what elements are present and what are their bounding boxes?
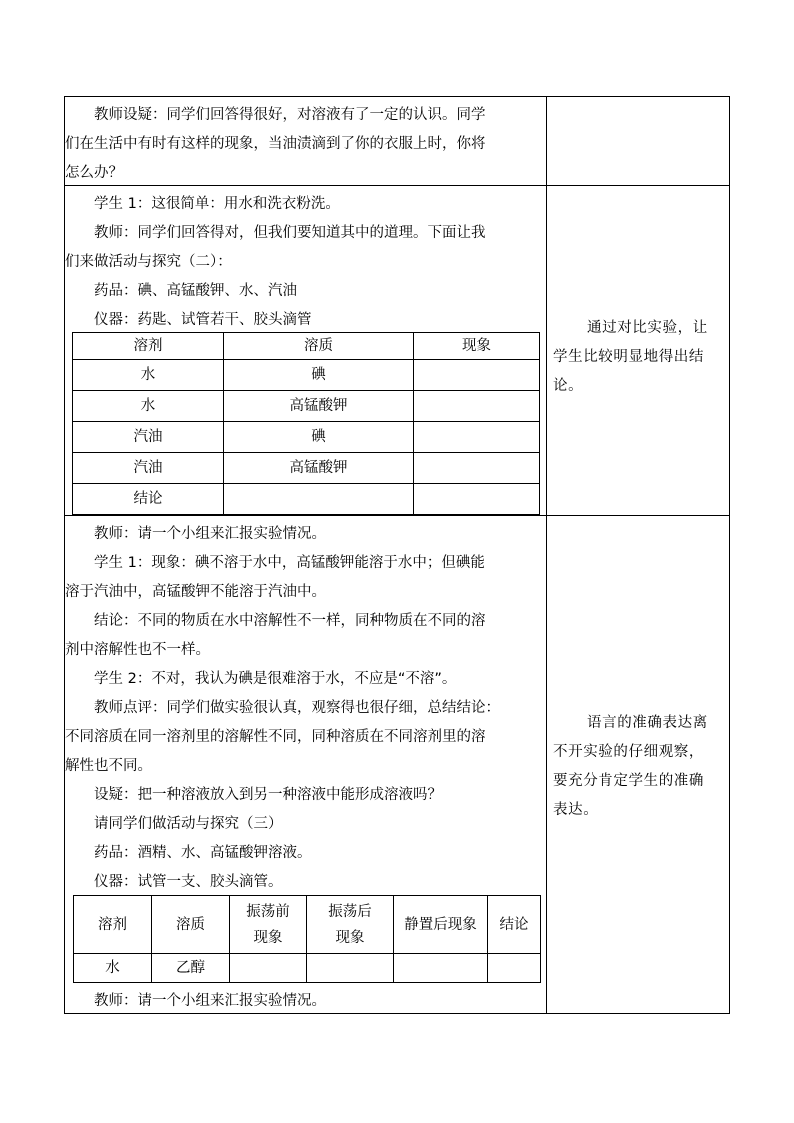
table-cell: 碘 bbox=[224, 360, 414, 391]
section3-line: 溶于汽油中，高锰酸钾不能溶于汽油中。 bbox=[65, 584, 326, 600]
table-cell bbox=[307, 954, 394, 983]
mixing-table bbox=[73, 895, 541, 983]
table-header: 结论 bbox=[488, 896, 541, 954]
table-header: 溶剂 bbox=[73, 333, 224, 360]
section3-line: 教师点评：同学们做实验很认真，观察得也很仔细，总结结论： bbox=[94, 700, 500, 716]
section3-line: 解性也不同。 bbox=[65, 758, 152, 774]
table-cell: 结论 bbox=[73, 484, 224, 515]
section3-last-line: 教师：请一个小组来汇报实验情况。 bbox=[94, 993, 326, 1009]
section3-line: 药品：酒精、水、高锰酸钾溶液。 bbox=[94, 845, 312, 861]
table-cell: 碘 bbox=[224, 422, 414, 453]
table-header: 现象 bbox=[414, 333, 540, 360]
note-line: 通过对比实验，让 bbox=[587, 320, 708, 336]
section1-line: 们在生活中有时有这样的现象，当油渍滴到了你的衣服上时，你将 bbox=[65, 136, 486, 152]
table-header bbox=[307, 896, 394, 954]
section1-main-cell bbox=[65, 97, 546, 185]
lesson-plan-table bbox=[64, 96, 730, 1014]
note-line: 语言的准确表达离 bbox=[587, 715, 708, 731]
table-cell bbox=[414, 453, 540, 484]
section3-line: 学生 1：现象：碘不溶于水中，高锰酸钾能溶于水中；但碘能 bbox=[94, 555, 485, 571]
table-cell bbox=[394, 954, 488, 983]
section3-line: 设疑：把一种溶液放入到另一种溶液中能形成溶液吗？ bbox=[94, 787, 442, 803]
section2-line: 药品：碘、高锰酸钾、水、汽油 bbox=[94, 283, 297, 299]
table-header bbox=[230, 896, 307, 954]
section2-line: 学生 1：这很简单：用水和洗衣粉洗。 bbox=[94, 196, 340, 212]
section3-line: 结论：不同的物质在水中溶解性不一样，同种物质在不同的溶 bbox=[94, 613, 486, 629]
table-cell: 汽油 bbox=[73, 422, 224, 453]
table-cell: 水 bbox=[73, 360, 224, 391]
table-header: 溶质 bbox=[224, 333, 414, 360]
section3-note-cell bbox=[547, 516, 729, 1013]
table-cell bbox=[414, 484, 540, 515]
section2-line: 们来做活动与探究（二）： bbox=[65, 254, 232, 270]
note-line: 不开实验的仔细观察， bbox=[553, 744, 704, 760]
section2-line: 教师：同学们回答得对，但我们要知道其中的道理。下面让我 bbox=[94, 225, 486, 241]
header-line: 现象 bbox=[253, 929, 283, 946]
table-cell: 高锰酸钾 bbox=[224, 453, 414, 484]
table-cell bbox=[488, 954, 541, 983]
section3-line: 学生 2：不对，我认为碘是很难溶于水，不应是“不溶”。 bbox=[94, 671, 457, 687]
table-cell bbox=[414, 391, 540, 422]
solubility-table bbox=[72, 332, 540, 515]
table-header: 溶质 bbox=[152, 896, 230, 954]
table-cell: 水 bbox=[74, 954, 152, 983]
section1-line: 怎么办？ bbox=[65, 165, 123, 181]
table-cell: 乙醇 bbox=[152, 954, 230, 983]
note-line: 表达。 bbox=[553, 802, 599, 818]
section1-line: 教师设疑：同学们回答得很好，对溶液有了一定的认识。同学 bbox=[94, 107, 486, 123]
table-header: 静置后现象 bbox=[394, 896, 488, 954]
table-cell: 水 bbox=[73, 391, 224, 422]
section3-main-cell bbox=[65, 516, 546, 1013]
table-cell bbox=[414, 360, 540, 391]
section3-line: 教师：请一个小组来汇报实验情况。 bbox=[94, 526, 326, 542]
table-cell: 汽油 bbox=[73, 453, 224, 484]
table-cell bbox=[414, 422, 540, 453]
note-line: 要充分肯定学生的准确 bbox=[553, 773, 704, 789]
section3-line: 不同溶质在同一溶剂里的溶解性不同，同种溶质在不同溶剂里的溶 bbox=[65, 729, 486, 745]
section2-main-cell bbox=[65, 186, 546, 515]
table-cell bbox=[224, 484, 414, 515]
table-header: 溶剂 bbox=[74, 896, 152, 954]
header-line: 振荡前 bbox=[246, 903, 290, 920]
section3-line: 请同学们做活动与探究（三） bbox=[94, 816, 283, 832]
note-line: 学生比较明显地得出结 bbox=[553, 349, 704, 365]
section2-note-cell bbox=[547, 186, 729, 515]
section2-line: 仪器：药匙、试管若干、胶头滴管 bbox=[94, 312, 312, 328]
header-line: 振荡后 bbox=[328, 903, 372, 920]
table-cell bbox=[230, 954, 307, 983]
section3-line: 仪器：试管一支、胶头滴管。 bbox=[94, 874, 283, 890]
note-line: 论。 bbox=[553, 378, 584, 394]
section3-line: 剂中溶解性也不一样。 bbox=[65, 642, 210, 658]
header-line: 现象 bbox=[335, 929, 365, 946]
table-cell: 高锰酸钾 bbox=[224, 391, 414, 422]
